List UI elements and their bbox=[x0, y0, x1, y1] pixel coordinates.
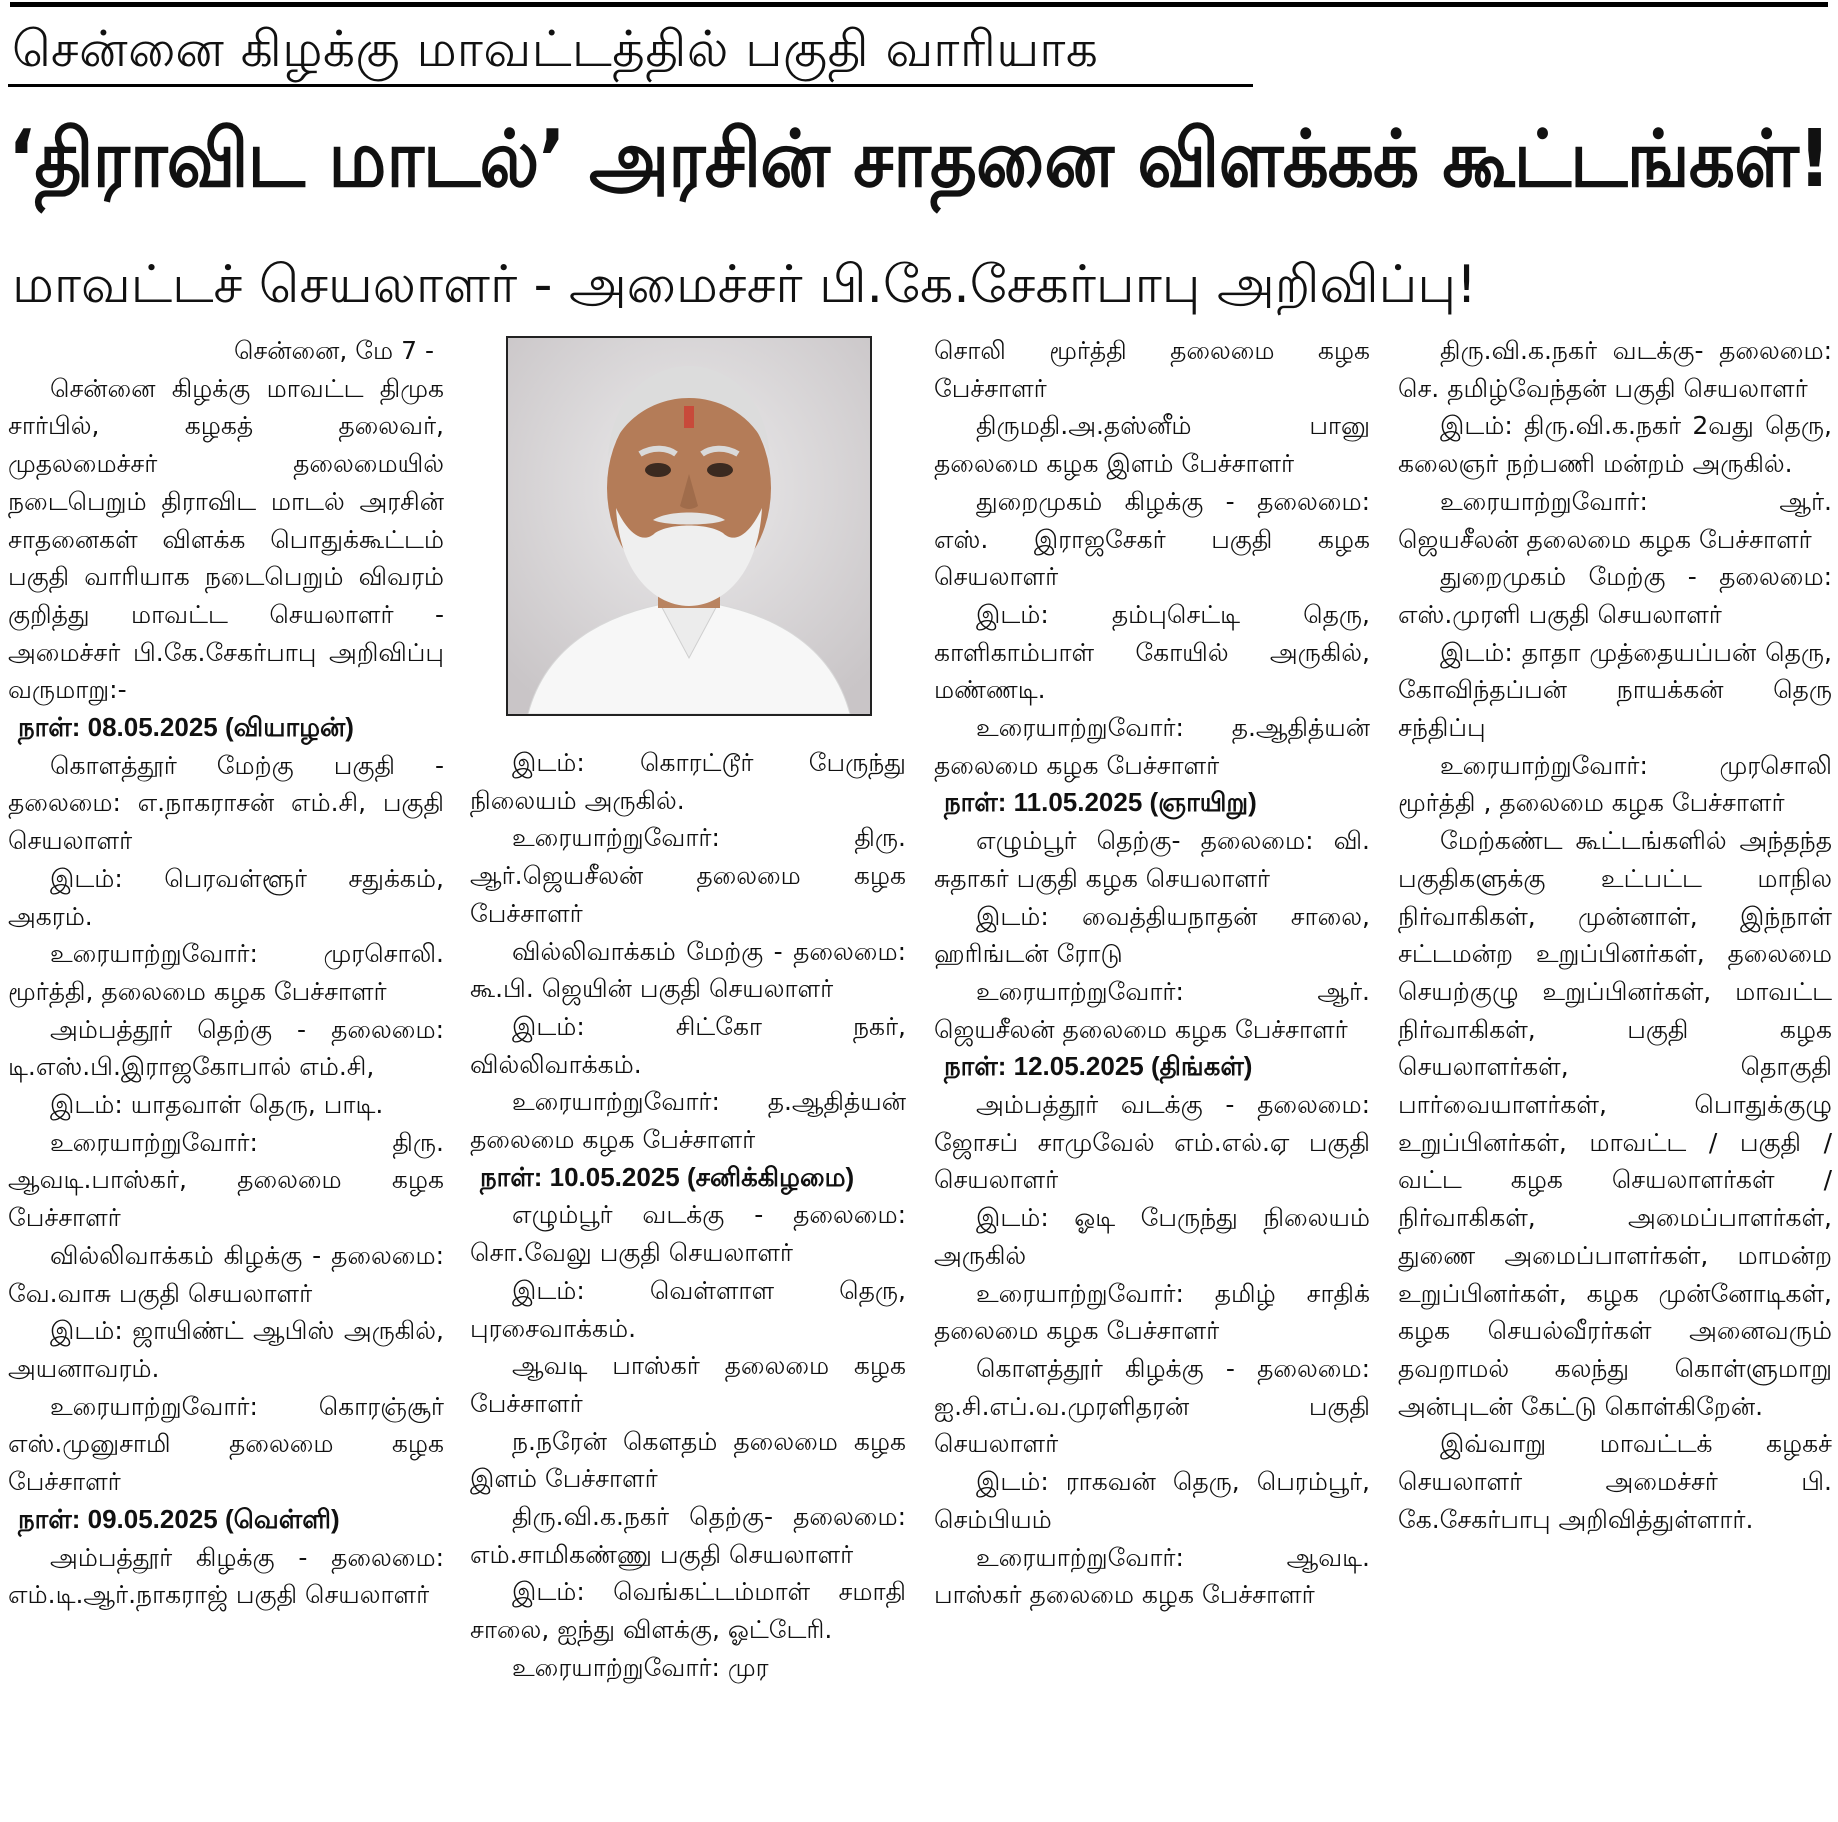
paragraph: கொளத்தூர் கிழக்கு - தலைமை: ஐ.சி.எப்.வ.முரளிதரன் பகுதி செயலாளர் bbox=[934, 1353, 1370, 1459]
paragraph: உரையாற்றுவோர்: த.ஆதித்யன் தலைமை கழக பேச்சாளர் bbox=[470, 1087, 906, 1155]
paragraph: உரையாற்றுவோர்: ஆர். ஜெயசீலன் தலைமை கழக பேச்சாளர் bbox=[934, 976, 1370, 1044]
subheadline: மாவட்டச் செயலாளர் - அமைச்சர் பி.கே.சேகர்பாபு அறிவிப்பு! bbox=[12, 255, 1477, 315]
paragraph: உரையாற்றுவோர்: முர bbox=[512, 1652, 769, 1682]
paragraph: இடம்: வைத்தியநாதன் சாலை, ஹரிங்டன் ரோடு bbox=[934, 901, 1370, 969]
paragraph: இடம்: சிட்கோ நகர், வில்லிவாக்கம். bbox=[470, 1011, 906, 1079]
paragraph: ஆவடி பாஸ்கர் தலைமை கழக பேச்சாளர் bbox=[470, 1351, 906, 1418]
paragraph: அம்பத்தூர் கிழக்கு - தலைமை: எம்.டி.ஆர்.நாகராஜ் பகுதி செயலாளர் bbox=[8, 1542, 444, 1610]
paragraph: திரு.வி.க.நகர் தெற்கு- தலைமை: எம்.சாமிகண்ணு பகுதி செயலாளர் bbox=[470, 1502, 906, 1569]
paragraph: உரையாற்றுவோர்: முரசொலி. மூர்த்தி, தலைமை கழக பேச்சாளர் bbox=[8, 939, 444, 1006]
paragraph: மேற்கண்ட கூட்டங்களில் அந்தந்த பகுதிகளுக்கு உட்பட்ட மாநில நிர்வாகிகள், முன்னாள், இந்நாள் சட்டமன்ற உறுப்பினர்கள், தலைமை செயற்குழு உறுப்பினர்கள், மாவட்ட நிர்வாகிகள், பகுதி கழக செயலாளர்கள், தொகுதி பார்வையாளர்கள், பொதுக்குழு உறுப்பினர்கள், மாவட்ட / பகுதி / வட்ட கழக செயலாளர்கள் / நிர்வாகிகள், அமைப்பாளர்கள், துணை அமைப்பாளர்கள், மாமன்ற உறுப்பினர்கள், கழக முன்னோடிகள், கழக செயல்வீரர்கள் அனைவரும் தவறாமல் கலந்து கொள்ளுமாறு அன்புடன் கேட்டு கொள்கிறேன். bbox=[1398, 826, 1832, 1421]
paragraph: உரையாற்றுவோர்: தமிழ் சாதிக் தலைமை கழக பேச்சாளர் bbox=[934, 1278, 1370, 1346]
paragraph: இடம்: வெங்கட்டம்மாள் சமாதி சாலை, ஐந்து விளக்கு, ஓட்டேரி. bbox=[470, 1577, 906, 1645]
date-heading: நாள்: 10.05.2025 (சனிக்கிழமை) bbox=[480, 1161, 855, 1192]
portrait-photo bbox=[506, 336, 872, 716]
paragraph: இடம்: பெரவள்ளூர் சதுக்கம், அகரம். bbox=[8, 863, 444, 931]
paragraph: உரையாற்றுவோர்: ஆர். ஜெயசீலன் தலைமை கழக பேச்சாளர் bbox=[1398, 486, 1832, 554]
paragraph: உரையாற்றுவோர்: முரசொலி மூர்த்தி , தலைமை கழக பேச்சாளர் bbox=[1398, 750, 1832, 818]
paragraph: இவ்வாறு மாவட்டக் கழகச் செயலாளர் அமைச்சர் பி. கே.சேகர்பாபு அறிவித்துள்ளார். bbox=[1398, 1429, 1832, 1534]
article-column-2 bbox=[470, 744, 906, 1687]
paragraph: இடம்: திரு.வி.க.நகர் 2வது தெரு, கலைஞர் நற்பணி மன்றம் அருகில். bbox=[1398, 411, 1832, 479]
date-heading: நாள்: 09.05.2025 (வெள்ளி) bbox=[18, 1503, 340, 1534]
paragraph: உரையாற்றுவோர்: கொரஞ்சூர் எஸ்.முனுசாமி தலைமை கழக பேச்சாளர் bbox=[8, 1391, 444, 1497]
paragraph: இடம்: ஓடி பேருந்து நிலையம் அருகில் bbox=[934, 1203, 1370, 1270]
paragraph: திருமதி.அ.தஸ்னீம் பானு தலைமை கழக இளம் பேச்சாளர் bbox=[934, 411, 1370, 479]
paragraph: உரையாற்றுவோர்: திரு. ஆர்.ஜெயசீலன் தலைமை கழக பேச்சாளர் bbox=[470, 823, 906, 928]
paragraph: கொளத்தூர் மேற்கு பகுதி - தலைமை: எ.நாகராசன் எம்.சி, பகுதி செயலாளர் bbox=[8, 750, 444, 856]
paragraph: வில்லிவாக்கம் மேற்கு - தலைமை: கூ.பி. ஜெயின் பகுதி செயலாளர் bbox=[470, 936, 906, 1004]
date-heading: நாள்: 08.05.2025 (வியாழன்) bbox=[18, 712, 354, 743]
paragraph: இடம்: ஜாயிண்ட் ஆபிஸ் அருகில், அயனாவரம். bbox=[8, 1316, 444, 1383]
paragraph: உரையாற்றுவோர்: திரு. ஆவடி.பாஸ்கர், தலைமை கழக பேச்சாளர் bbox=[8, 1127, 444, 1233]
headline: ‘திராவிட மாடல்’ அரசின் சாதனை விளக்கக் கூட்டங்கள்! bbox=[8, 113, 1831, 205]
paragraph: துறைமுகம் மேற்கு - தலைமை: எஸ்.முரளி பகுதி செயலாளர் bbox=[1398, 562, 1832, 629]
paragraph: ந.நரேன் கௌதம் தலைமை கழக இளம் பேச்சாளர் bbox=[470, 1426, 906, 1494]
paragraph: இடம்: வெள்ளாள தெரு, புரசைவாக்கம். bbox=[470, 1275, 906, 1343]
paragraph: எழும்பூர் வடக்கு - தலைமை: சொ.வேலு பகுதி செயலாளர் bbox=[470, 1200, 906, 1268]
article-column-4 bbox=[1398, 332, 1832, 1539]
top-rule bbox=[10, 2, 1828, 7]
paragraph: இடம்: கொரட்டூர் பேருந்து நிலையம் அருகில். bbox=[470, 748, 906, 815]
paragraph: எழும்பூர் தெற்கு- தலைமை: வி. சுதாகர் பகுதி கழக செயலாளர் bbox=[934, 826, 1370, 893]
kicker: சென்னை கிழக்கு மாவட்டத்தில் பகுதி வாரியாக bbox=[12, 20, 1099, 78]
paragraph: சென்னை கிழக்கு மாவட்ட திமுக சார்பில், கழகத் தலைவர், முதலமைச்சர் தலைமையில் நடைபெறும் திராவிட மாடல் அரசின் சாதனைகள் விளக்க பொதுக்கூட்டம் பகுதி வாரியாக நடைபெறும் விவரம் குறித்து மாவட்ட செயலாளர் - அமைச்சர் பி.கே.சேகர்பாபு அறிவிப்பு வருமாறு:- bbox=[8, 373, 444, 705]
paragraph: அம்பத்தூர் தெற்கு - தலைமை: டி.எஸ்.பி.இராஜகோபால் எம்.சி, bbox=[8, 1014, 444, 1082]
paragraph: இடம்: தாதா முத்தையப்பன் தெரு, கோவிந்தப்பன் நாயக்கன் தெரு சந்திப்பு bbox=[1398, 637, 1832, 743]
dateline: சென்னை, மே 7 - bbox=[233, 336, 434, 365]
paragraph: சொலி மூர்த்தி தலைமை கழக பேச்சாளர் bbox=[934, 336, 1370, 403]
paragraph: வில்லிவாக்கம் கிழக்கு - தலைமை: வே.வாசு பகுதி செயலாளர் bbox=[8, 1240, 444, 1308]
paragraph: திரு.வி.க.நகர் வடக்கு- தலைமை: செ. தமிழ்வேந்தன் பகுதி செயலாளர் bbox=[1398, 336, 1832, 403]
article-column-3 bbox=[934, 332, 1370, 1614]
date-heading: நாள்: 12.05.2025 (திங்கள்) bbox=[944, 1051, 1253, 1082]
paragraph: இடம்: யாதவாள் தெரு, பாடி. bbox=[50, 1090, 384, 1120]
article-column-1 bbox=[8, 332, 444, 1614]
paragraph: இடம்: தம்புசெட்டி தெரு, காளிகாம்பாள் கோயில் அருகில், மண்ணடி. bbox=[934, 599, 1370, 705]
paragraph: இடம்: ராகவன் தெரு, பெரம்பூர், செம்பியம் bbox=[934, 1467, 1370, 1534]
kicker-underline bbox=[8, 84, 1253, 87]
date-heading: நாள்: 11.05.2025 (ஞாயிறு) bbox=[944, 787, 1257, 818]
paragraph: உரையாற்றுவோர்: த.ஆதித்யன் தலைமை கழக பேச்சாளர் bbox=[934, 713, 1370, 780]
paragraph: உரையாற்றுவோர்: ஆவடி. பாஸ்கர் தலைமை கழக பேச்சாளர் bbox=[934, 1542, 1370, 1610]
paragraph: துறைமுகம் கிழக்கு - தலைமை: எஸ். இராஜசேகர் பகுதி கழக செயலாளர் bbox=[934, 486, 1370, 592]
paragraph: அம்பத்தூர் வடக்கு - தலைமை: ஜோசப் சாமுவேல் எம்.எல்.ஏ பகுதி செயலாளர் bbox=[934, 1090, 1370, 1195]
